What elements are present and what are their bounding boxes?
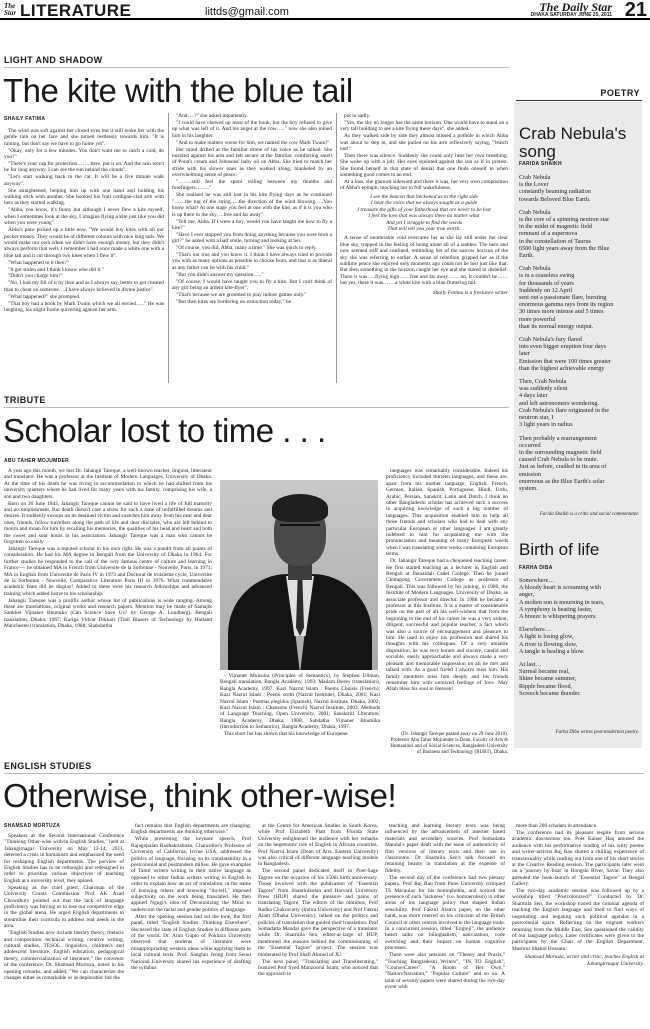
kite-paragraph: "And….?" she asked impatiently.	[176, 113, 248, 119]
english-paragraph: at the Centre for American Studies in South Korea, while Prof Elizabeth Platt from Florida State University enlightened the audience with her remarks on the hegemonic role of English in African countries. Prof Nazrul Islam (Dean of Arts, Eastern University) was also critical of different language teaching models in Bangladesh.	[258, 823, 378, 868]
kite-paragraph: "Of course, I would have taught you to fly a kite. But I can't think of any girl being an ardent kite-flyer".	[172, 278, 332, 292]
star-logo: The Star	[4, 2, 17, 17]
tribute-byline: ABU TAHER MOJUMDER	[4, 458, 70, 464]
poem-line: Crab Nebula's fury flared	[519, 336, 582, 344]
tribute-paragraph: This short list has shown that his knowledge of European	[224, 731, 348, 738]
poem-line: Shine became summer,	[519, 675, 577, 683]
kite-paragraph: "Didn't you charge him?"	[8, 273, 63, 280]
tribute-paragraph: A year ago this month, we lost Dr. Jahangir Tareque, a well-known teacher, linguist, litterateur and translator. He was a professor at the Institute of Modern Languages, University of Dhaka. At the time of his death he was living in accommodation to which he had shifted from his university quarters where he had lived for many years with his family, comprising his wife, a son and two daughters.	[4, 468, 212, 500]
english-paragraph: Speaking as the chief guest, Chairman of the University Grants Commission Prof AK Azad Chowdhury pointed out that the lack of language proficiency was forcing us to lose our competitive edge in the global arena. He urged English departments to streamline their curricula to address real needs in the area.	[4, 884, 124, 930]
poem-line: more powerful	[519, 315, 556, 323]
issue-date: DHAKA SATURDAY JUNE 25, 2011	[530, 12, 612, 18]
english-paragraph: The next panel, "Translating and Transliterating," featured Prof Syed Manzoorul Islam, who noticed that the approach to	[258, 958, 378, 978]
tribute-author-note: (Dr. Jahangir Tareque passed away on 29 June 2010). Professor Abu Taher Mojumder is Dean, Faculty of Arts & Humanities and of Social Sciences, Bangladesh University of Business and Technology (BUBT), Dhaka.	[390, 732, 508, 755]
tribute-paragraph: languages was remarkably considerable. Indeed his proficiency included thirteen languages, and these are, apart from his mother language, English, French, German, Italian, Spanish, Portuguese, Hindi, Urdu, Arabic, Persian, Sanskrit, Latin and Dutch. I think no other Bangladeshi scholar has achieved such a success in acquiring knowledge of such a big number of languages. This acquisition enabled him to help all those friends and scholars who had to deal with any particular European or other languages. I am greatly indebted to him for acquainting me with the pronunciation and meaning of many European words when I was translating some works containing European terms.	[386, 468, 508, 558]
english-paragraph: The conference had its pleasant respite from serious academic discussions too. Poet Kaiser Haq amused the audience with his performative reading of his witty poems and writer-activist Raj Rao shared a chilling experience of transsexuality while reading out from one of his short stories at the Creative Reading session. The participants later went on a 'journey by boat' in Bongshi River, Savar. They also attended the book-launch of "Essential Tagore" at Bengal Gallery.	[512, 829, 644, 888]
kite-paragraph: Abba's pace picked up a little now, "We would buy kites with all our pocket money. They would be of different colours with nice long tails. We would make our own when we didn't have enough money, but they didn't always perform that well. I remember I had once made a white one with a blue tail and it cut through two kites when I flew it".	[4, 227, 164, 259]
english-paragraph: fact remains that English departments are changing. English departments are thinking otherwise."	[131, 823, 251, 836]
kite-paragraph: Her mind drifted at the familiar drone of his voice as he talked. She nuzzled against his arm and felt secure at the familiar, comforting smell of Pond's cream and Johnsons' baby oil on Abba. She tried to match her stride with his slower ones as they walked along, blanketed by an overwhelming sense of peace.	[172, 146, 332, 179]
poem-line: Screech became thunder.	[519, 689, 581, 697]
english-paragraph: "English Studies now include literary theory, rhetoric and composition, technical writing, creative writing, cultural studies, TESOL, linguistics, children's and adolescent literature, English education, pedagogical theory, commercialization of literature," the convenor of the conference, Dr. Shamsad Mortuza, noted in his opening remarks, and added, "We can characterize the changes either as remarkable or as deplorable; but the	[4, 930, 124, 981]
tribute-kicker: TRIBUTE	[4, 395, 46, 405]
poem-line: Then probably a rearrangement	[519, 434, 597, 442]
poem-stanza	[519, 378, 641, 428]
poem2-body	[519, 577, 641, 703]
kite-kicker-rule	[4, 67, 509, 68]
tribute-column-2	[220, 673, 380, 753]
poem-line: Then, Crab Nebula	[519, 378, 567, 386]
poem-line: for thousands of years	[519, 279, 574, 287]
poem-line: sent out a passionate flare, bursting	[519, 294, 607, 302]
english-column-5	[512, 823, 644, 1027]
english-kicker-rule	[4, 773, 644, 774]
kite-paragraph: "Yes, the sky no longer has the same horizon. One would have to stand on a very tall building to see a kite flying these days", she added.	[340, 119, 508, 133]
poem-line: caused Crab Nebula to be mute.	[519, 456, 599, 464]
kite-paragraph: "Have I ever stopped you from doing anything because you were born a girl?" he asked with a half smile, turning and looking at her.	[172, 231, 332, 245]
tribute-headline: Scholar lost to time . . .	[3, 412, 326, 449]
poem1-body	[519, 174, 641, 498]
poem-line: system.	[519, 484, 538, 492]
poem-line: 3 light years in radius	[519, 421, 573, 429]
verse-line: I treasure the gifts of your fatherhood that are never to be lost	[357, 206, 491, 213]
english-paragraph: After the opening session had set the tone, the first panel, titled "English Studies: Thinking Elsewhere", discussed the state of English Studies in different parts of the world. Dr. Arun Gupto of Pokhara University observed that students of literature were misappropriating western ideas while applying them to local cultural texts. Prof. Sanglun Jeong from Seoul National University shared his experience of drafting the syllabus	[131, 913, 251, 971]
poem-line: was suddenly silent	[519, 385, 568, 393]
english-paragraph: The two-day academic session was followed up by a workshop titled "Postcolonized?" Conducted by Dr. Sharmila Sen, the workshop traced the colonial agenda of teaching the English language and tried to find ways of negotiating and negating such political agendas in a postcolonial space. Reflecting on the migrant workers returning from the Middle East, Sen questioned the validity of our language policy. Later certificates were given to the participants by the Chair of the English Department, Mashrur Shahid Hossain.	[512, 888, 644, 952]
tribute-kicker-rule	[4, 407, 509, 408]
kite-column-2	[172, 113, 332, 383]
kite-paragraph: "Abba, you know, it's funny but although I never flew a kite myself, when I sometimes look at the sky, I imagine flying a kite just like you did when you were young".	[4, 207, 164, 227]
english-author-note: Shamsad Mortuza, writer and critic, teaches English at Jahangirnagar University.	[524, 954, 644, 967]
kite-paragraph: Then there was silence. Suddenly she could only hear her own breathing. She woke up with a jolt. Her eyes squinted against the sun as if in protest. She found herself in that state of denial that one finds oneself in when something good comes to an end.	[340, 152, 508, 179]
poem-line: is the Lover	[519, 181, 549, 189]
english-kicker: ENGLISH STUDIES	[4, 761, 92, 771]
kite-paragraph: As they walked side by side they almost missed a pothole in which Abba was about to step in, and she pulled on his arm reflexively saying, "Watch out!"	[340, 133, 508, 153]
kite-kicker: LIGHT AND SHADOW	[4, 55, 103, 65]
poem-line: in the midst of magnetic field	[519, 223, 593, 231]
poem1-byline: FARIDA SHAIKH	[519, 161, 562, 167]
english-headline: Otherwise, think other-wise!	[3, 777, 397, 814]
poem-line: is in a ceaseless swing	[519, 272, 575, 280]
kite-paragraph: "Let's start walking back to the car. It will be a five minute walk anyway".	[4, 174, 164, 187]
kite-paragraph: A sense of unutterable void overcame her as she lay still under the clear blue sky, trapped in the feeling of being alone all of a sudden. The here and now seemed stiff and confined, reminding her of the narrow horizon of the sky she was referring to earlier. A sense of rebellion gripped her as if the sublime peace she enjoyed only moments ago could not be lost just like that. But then something in the horizon caught her eye and she stared in disbelief. There it was…..flying high……free and far away…… no, it couldn't be……but yes, there it was…….a white kite with a blue fluttering tail.	[340, 235, 508, 287]
kite-author-note: Shaily Fatima is a freelance writer	[432, 289, 508, 296]
poem-line: in the surrounding magnetic field	[519, 448, 602, 456]
tribute-paragraph: Jahangir Tareque was a prolific author whose list of publications is wide ranging. Among these are translations, original works and research papers. Mention may be made of Samajik Sankhet Vijnaner Bhumika (Can Science Save Us? by George A. Lundberg), Bengali translation, Dhaka, 1967; Kariga Vidyar Dikkari (Trail Blazers of Technology by Harland Manchester) translation, Dhaka, 1988; Shabdartha	[4, 597, 212, 630]
kite-paragraph: "What happened to it then?"	[8, 259, 69, 266]
poem-line: A light is losing glow,	[519, 633, 574, 641]
section-email[interactable]: littds@gmail.com	[205, 6, 289, 18]
verse-line: I hear the voice that we always sought as a guide	[370, 200, 478, 207]
verse-line: And yet I struggle to find the words	[385, 219, 462, 226]
poem-stanza	[519, 336, 641, 372]
poem-line: Crab Nebula	[519, 265, 551, 273]
poem-line: than its normal energy output.	[519, 322, 594, 330]
kite-paragraph: "There's your cap for protection……..here, put it on. And the rain won't be for long anyway. I can see the sun behind the clouds".	[4, 161, 164, 174]
kite-column-1	[4, 128, 164, 382]
verse-line: I feel the love that was always there no matter what	[368, 213, 480, 220]
kite-paragraph: At a loss, she glanced sideward and there it was, her very own composition of Abba's epitaph, mocking her to full wakefulness.	[340, 179, 508, 192]
poem-line: At last…	[519, 661, 542, 669]
tribute-paragraph: Dr. Jahangir Tareque had a chequered teaching career. He first started teaching as a lecturer in English and Bengali at Jhenaidah Cadet College. Then he joined Chittagong Government College as professor of Bengali. This was followed by his joining, in 1980, the Institute of Modern Languages, University of Dhaka, as associate professor and director. In 1988 he became a professor at this Institute. It is a matter of considerable pride on the part of all his well-wishers that from the beginning to the end of his career he was a very ardent, diligent, successful and popular teacher, a fact which was also a source of encouragement and pleasure to him. He used to enjoy his profession and shared his thoughts with his colleagues. Of a very amiable disposition, he was very honest and sincere, candid and sociable, easily approachable and always made a very pleasant and memorable impression on all he met and talked with. As a good friend I always miss him. His family members miss him deeply and his friends remember him with unmixed feelings of love. May Allah bless his soul in Heaven!	[386, 558, 508, 693]
masthead	[0, 0, 650, 20]
poem-line: Elsewhere…	[519, 626, 551, 634]
poem2-author-note: Farha Diba writes post-modernist poetry.	[555, 730, 639, 735]
poem-line: towards Beloved Blue Earth.	[519, 195, 591, 203]
poem-line: Crab Nebula's flare originated in the	[519, 406, 609, 414]
poem2-title: Birth of life	[519, 540, 600, 559]
english-column-1	[4, 833, 124, 1027]
poetry-kicker: POETRY	[516, 88, 642, 101]
kite-paragraph: She straightened, helping him up with one hand and holding his walking stick with another. She hooked his frail cardigan-clad arm with hers as they started walking.	[4, 187, 164, 207]
poem-line: Crab Nebula	[519, 174, 551, 181]
poem-line: A tangle is healing a blow.	[519, 647, 585, 655]
poem-line: Crab Nebula	[519, 208, 551, 216]
kite-paragraph: "Of course, you did, Abba, many a time." She was quick to reply.	[176, 245, 317, 252]
kite-paragraph: "No, I had my fill of it by then and as I always say, better to get cheated than to cheat on someone….I have always believed in divine justice".	[4, 280, 164, 293]
kite-paragraph: put in sadly.	[344, 113, 371, 119]
poem-line: A breeze is whispering prayers.	[519, 613, 597, 621]
poem-line: 4 days later	[519, 392, 548, 400]
poem-line: Surreal became real,	[519, 668, 570, 676]
poem-line: enormous gamma rays from its region	[519, 301, 614, 309]
tribute-paragraph: Born on 30 June 1943, Jahangir Tareque cannot be said to have lived a life of full maturity and accomplishment. But death doesn't care a straw for such a state of unfulfilled dreams and desires. It suddenly swoops on its destined victim and snatches him away from his near and dear ones, friends, fellow travellers along the path of life and dear disciples, who are left behind to mourn and moan for him by recalling his memories, the qualities of his head and heart and both the sweet and sour hours in his association. Jahangir Tareque was a man who cannot be forgotten so easily.	[4, 500, 212, 545]
english-paragraph: While presenting the keynote speech, Prof Rajagopalan Radhakrishnan, Chancellor's Professor of University of California, Irvine USA, addressed the politics of language, focusing on its translatability in a postcolonial and postmodern milieu. He gave examples of Tamil writers writing in their native language as opposed to other Indian writers writing in English in order to explain how an act of translation, in the name of knowing others and knowing "thyself," imposed subjectivity on the work being translated. He then applied Ngugi's idea of Decolonizing the Mind to underscore the racial and gender politics of language.	[131, 836, 251, 913]
kite-paragraph: "That boy had a book by Mark Twain which we all envied….." He was laughing, his slight frame quivering against her arm.	[4, 300, 164, 313]
english-paragraph: more than 200 scholars in attendance.	[516, 823, 598, 829]
english-paragraph: The second day of the conference had two plenary papers. Prof Raj Rao from Pune University critiqued TS Macaulay for his homophobia, and noticed the presence of such "sickness" (i.e. homoerotism) in other areas of his language policy that shaped Indian sensibility. Prof Fakrul Alam's paper, on the other hand, was more centred on his criticism of the British Council or other centres involved in the language trade. In a concurrent session, titled "Engreji", the audience heard talks on bilingualism, nativization, code switching and their impact on human cognitive processes.	[385, 874, 505, 952]
tribute-column-1	[4, 468, 212, 754]
poem-stanza	[519, 265, 641, 330]
column-divider	[336, 113, 337, 383]
poem-line: A molten sun is mourning in tears,	[519, 598, 605, 606]
poem-line: than the highest achievable energy	[519, 364, 605, 372]
tribute-paragraph: Jahangir Tareque was a reputed scholar in his own right. He was a pundit from all points of consideration. He had his MA degree in Bengali from the University of Dhaka in 1964. For further studies he responded to the call of the very famous centre of culture and learning in France — he obtained MA in French from Universite de la Sorbonne - Nouvelle, Paris, in 1971; MA in English from Universite de Paris IV in 1973 and Doctorat de troisieme cycle, Universite de la Sorbonne - Nouvelle, Comparative Literature Paris III in 1976. What commendable academic feats did he display! Added to these were his research fellowships and advanced training which added lustre to his scholarship.	[4, 545, 212, 597]
poem-line: into even bigger eruption four days	[519, 343, 607, 351]
kite-byline: SHAILY FATIMA	[4, 116, 46, 122]
verse-line: I see the beacon that beckoned us to the right side	[370, 193, 478, 200]
poem-line: Ripple became flood,	[519, 682, 573, 690]
kite-paragraph: The wind was soft against her closed eyes but it still woke her with the gentle rain on her face and she turned restlessly towards him. "It is raining, but don't say we have to go home yet".	[4, 128, 164, 147]
poem-line: Suddenly on 12 April	[519, 286, 573, 294]
kite-paragraph: "What happened?" she prompted.	[8, 293, 81, 300]
poem-line: enormous as the Blue Earth's solar	[519, 477, 605, 485]
poem-line: and left astronomers wondering.	[519, 399, 600, 407]
author-photo	[220, 480, 378, 670]
poem-stanza	[519, 626, 641, 655]
kite-paragraph: "But you didn't answer my question….."	[176, 271, 264, 278]
poem-line: A bloody heart is screaming with	[519, 584, 601, 592]
english-paragraph: Speakers at the Second International Conference "Thinking Other-wise with/in English Studies," held at Jahangirnagar University on May 13-14, 2011, detected a crisis in humanism and emphasized the need for reshaping English departments. The purview of English Studies has to be rethought and redesigned in order to prioritize various objectives of teaching English at a university level, they opined.	[4, 833, 124, 884]
kite-paragraph: "Tell me, Abba. If I were a boy, would you have taught me how to fly a kite?"	[172, 218, 332, 231]
poem-stanza	[519, 174, 641, 203]
kite-paragraph: She realised he was still lost in his kite flying days as he continued "……the tug of the string…..the direction of the wind blowing…..You know what? At one stage you feel at one with the kite, as if it is you who is up there in the sky….free and far away".	[172, 192, 332, 218]
kite-paragraph: "But then kites are bordering on extinction today," he	[176, 298, 291, 305]
verse-line: That will tell you your true worth.	[387, 225, 461, 232]
tribute-paragraph: - Vijnaner Mulsutra (Principles of Semantics), by Stephen Ullman, Bengali translation, Bangla Academy, 1993; Madarn Iberey (translation), Bangla Academy, 1997; Kazi Nazrul Islam : Poems Choisis (French); Kazi Nazrul Islam : Poemi scelti (Nazrul Institute), Dhaka, 2001; Kazi Nazrul Islam : Poemas elegidos (Spanish), Nazrul Institute, Dhaka, 2002; Kazi Nazrul Islam : Chansons (French) Nazrul Institute, 2003; Methods of Language Teaching, Open University, 2001; Sansktriti Literature, Bangla Academy, Dhaka, 1988; Sabdatha Vijnaner Bhumika (Introduction to Semantics), Bangla Academy, Dhaka, 1997.	[220, 673, 380, 731]
poem-line: Somewhere…	[519, 577, 555, 584]
english-column-3	[258, 823, 378, 1027]
poem2-byline: FARHA DIBA	[519, 565, 553, 571]
poem-stanza	[519, 661, 641, 697]
poem-stanza	[519, 209, 641, 259]
poem-line: anger,	[519, 591, 535, 599]
poem-line: A symphony is beating faster,	[519, 605, 593, 613]
poem-line: in the constellation of Taurus	[519, 237, 591, 245]
epitaph-verse	[340, 194, 508, 232]
kite-headline: The kite with the blue tail	[3, 72, 353, 109]
kite-paragraph: "……..still feel the spool rolling between my thumbs and forefingers…….."	[172, 179, 332, 192]
poem1-title: Crab Nebula's song	[519, 124, 627, 161]
poem-line: Earth.	[519, 252, 534, 260]
poem-line: 6500 light years away from the Blue	[519, 244, 610, 252]
poem-line: remnant of a supernova	[519, 230, 578, 238]
poem-line: 30 times more intense and 5 times	[519, 308, 604, 316]
poem-stanza	[519, 577, 641, 620]
english-paragraph: There were also sessions on "Theory and Praxis," "Teaching Bangladeshi Writers", "IN TO English", "Course/Career", "A Room of Her Own," "Nation/Narration," "Popular Culture" and so on. A total of seventy papers were shared during the two-day event with	[385, 952, 505, 991]
page-number: 21	[624, 0, 647, 21]
poem-line: constantly beaming radiation	[519, 188, 591, 196]
poem-line: Just as before, cradled in its area of	[519, 463, 607, 471]
tribute-column-3	[386, 468, 508, 756]
english-column-4	[385, 823, 505, 1027]
english-paragraph: teaching and learning literary texts was being influenced by the advancement of internet based materials and secondary sources. Prof Somadatta Mandal's paper dealt with the issue of authenticity of film versions of literary texts and their use in classrooms. Dr Sharmila Sen's talk focused on retaining beauty in translation at the expense of fidelity.	[385, 823, 505, 874]
english-column-2	[131, 823, 251, 1027]
poem-line: occurred	[519, 441, 541, 449]
column-divider	[168, 113, 169, 383]
kite-paragraph: "I could have chewed up most of the book, but the boy refused to give up what was left of it. And his anger at the cow….." now she also joined him in his laughter.	[172, 119, 332, 139]
section-title: LITERATURE	[20, 1, 132, 20]
poem-line: neutron star, I	[519, 414, 554, 422]
poem-line: is the core of a spinning neutron star	[519, 216, 610, 224]
english-paragraph: The second panel dedicated itself to Poet-Sage Tagore on the occasion of his 150th birth anniversary. Those involved with the publication of "Essential Tagore" from Shantiniketan and Harvard University Press (HUP) shared the pleasure and pains of translating Tagore. The editors of the omnibus, Prof Radha Chakravarty (Indira University) and Prof Fakrul Alam (Dhaka University), talked on the politics and policies of translation that guided their translation. Prof Somadatta Mandal gave the perspective of a translator while Dr. Sharmila Sen, editor-at-large of HUP, mentioned the reasons behind the commissioning of the "Essential Tagore" project. The session was moderated by Prof Shafi Ahmed of JU.	[258, 868, 378, 958]
poem-line: A river is flowing slow,	[519, 640, 578, 648]
poem-line: later	[519, 350, 530, 358]
kite-column-3	[340, 113, 508, 385]
kite-paragraph: "It got stolen and I think I know who did it."	[8, 266, 104, 273]
kite-paragraph: "That's not true and you know it. I think I have always tried to provide you with as many options as possible to choose from, and that is as liberal as any father can be with his child."	[172, 252, 332, 271]
english-byline: SHAMSAD MORTUZA	[4, 823, 61, 829]
kite-paragraph: "Okay, only for a few minutes. You don't want me to catch a cold, do you?"	[4, 147, 164, 161]
newspaper-name: The Daily Star	[539, 0, 612, 14]
poem-stanza	[519, 435, 641, 493]
poem-line: Emission that were 100 times greater	[519, 357, 611, 365]
poem1-author-note: Farida Shaikh is a critic and social commentator.	[539, 512, 639, 517]
kite-paragraph: "And to make matters worse for him, we named the cow Mark Twain!"	[176, 139, 330, 146]
kite-paragraph: "That's because we are groomed to play indoor games only."	[176, 291, 307, 298]
poem-line: emission	[519, 470, 542, 478]
